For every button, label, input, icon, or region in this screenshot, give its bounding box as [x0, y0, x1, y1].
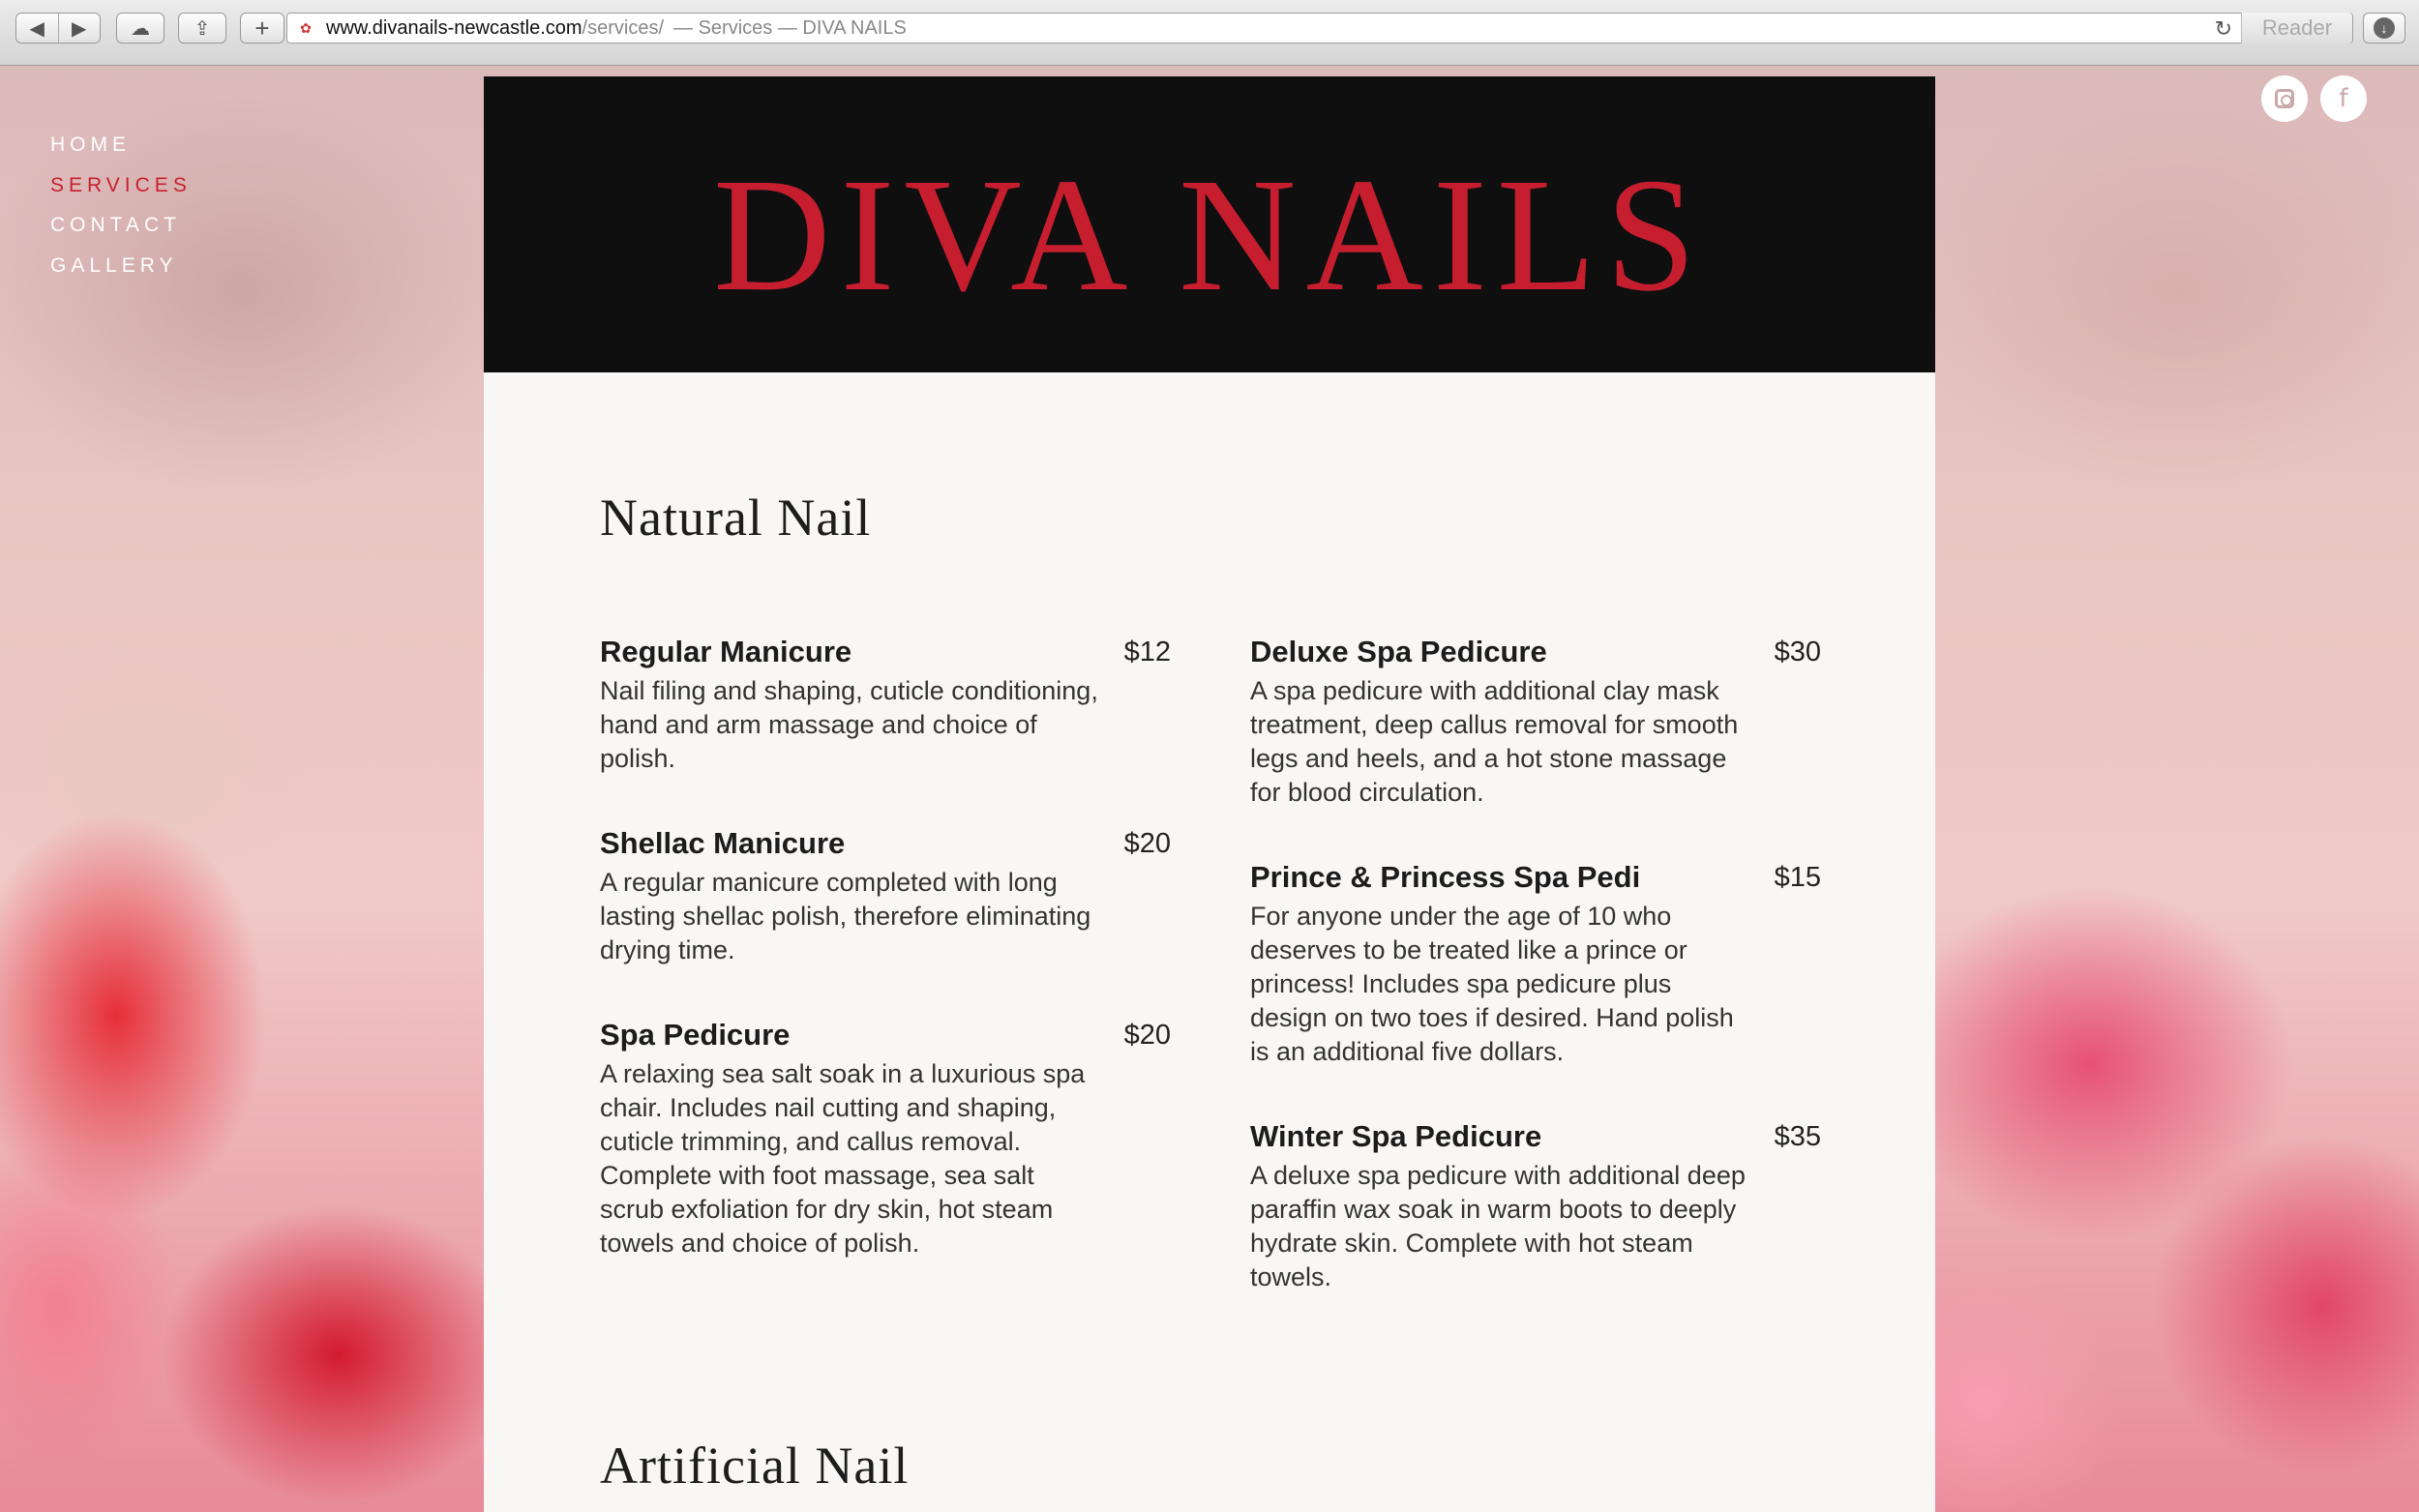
service-price: $35 — [1774, 1121, 1821, 1152]
service-name: Deluxe Spa Pedicure — [1250, 635, 1547, 668]
instagram-icon — [2275, 89, 2294, 108]
services-column-left — [600, 633, 1171, 1260]
service-price: $20 — [1123, 828, 1171, 859]
service-name: Spa Pedicure — [600, 1018, 791, 1052]
service-item — [1250, 633, 1821, 810]
site-logo[interactable]: DIVA NAILS — [713, 144, 1706, 325]
nav-services[interactable]: SERVICES — [50, 173, 192, 196]
nav-home[interactable]: HOME — [50, 133, 131, 156]
service-name: Prince & Princess Spa Pedi — [1250, 860, 1641, 894]
service-price: $30 — [1774, 637, 1821, 667]
service-item — [600, 1016, 1171, 1260]
service-price: $20 — [1123, 1020, 1171, 1051]
service-description: A spa pedicure with additional clay mask treatment, deep callus removal for smooth legs and heels, and a hot stone massage for blood circulation. — [1250, 676, 1739, 807]
browser-toolbar — [0, 0, 2419, 66]
service-item — [600, 824, 1171, 967]
service-name: Shellac Manicure — [600, 826, 846, 860]
reader-button[interactable]: Reader — [2241, 13, 2352, 44]
nav-gallery[interactable]: GALLERY — [50, 253, 178, 277]
service-price: $15 — [1774, 862, 1821, 893]
nav-contact[interactable]: CONTACT — [50, 214, 181, 236]
plus-icon: + — [254, 13, 270, 43]
nav-buttons — [15, 13, 101, 44]
services-column-right — [1250, 633, 1821, 1294]
section-title-artificial-nail: Artificial Nail — [600, 1437, 910, 1495]
address-bar[interactable] — [286, 13, 2353, 44]
instagram-link[interactable] — [2261, 75, 2308, 122]
cloud-icon: ☁ — [131, 17, 150, 40]
icloud-tabs-button[interactable] — [116, 13, 164, 44]
service-price: $12 — [1123, 637, 1171, 667]
service-description: A relaxing sea salt soak in a luxurious spa chair. Includes nail cutting and shaping, cuticle trimming, and callus removal. Complete with foot massage, sea salt scrub exfoliation for dry skin, hot steam towels and choice of polish. — [600, 1059, 1086, 1258]
service-item — [600, 633, 1171, 776]
downloads-button[interactable] — [2363, 13, 2405, 44]
facebook-icon: f — [2339, 84, 2348, 113]
url-domain: www.divanails-newcastle.com — [326, 16, 582, 39]
masthead — [484, 76, 1935, 372]
service-description: A regular manicure completed with long lasting shellac polish, therefore eliminating drying time. — [600, 868, 1091, 964]
page-title: — Services — DIVA NAILS — [673, 16, 907, 39]
service-item — [1250, 858, 1821, 1069]
section-title-natural-nail: Natural Nail — [600, 489, 872, 547]
download-icon: ↓ — [2374, 17, 2395, 39]
forward-icon[interactable]: ▶ — [58, 14, 101, 43]
service-description: Nail filing and shaping, cuticle conditioning, hand and arm massage and choice of polish. — [600, 676, 1098, 773]
share-icon: ⇪ — [194, 17, 211, 40]
facebook-link[interactable] — [2320, 75, 2367, 122]
service-description: A deluxe spa pedicure with additional deep paraffin wax soak in warm boots to deeply hydrate skin. Complete with hot steam towels. — [1250, 1161, 1746, 1291]
add-bookmark-button[interactable] — [240, 13, 284, 44]
content-card — [484, 76, 1935, 1512]
site-favicon-icon: ✿ — [300, 19, 312, 36]
service-name: Regular Manicure — [600, 635, 852, 668]
back-icon[interactable]: ◀ — [29, 17, 45, 40]
service-item — [1250, 1117, 1821, 1294]
share-button[interactable] — [178, 13, 226, 44]
url-path: /services/ — [582, 16, 665, 39]
reload-icon[interactable]: ↻ — [2214, 16, 2232, 41]
service-name: Winter Spa Pedicure — [1250, 1119, 1542, 1153]
service-description: For anyone under the age of 10 who deserves to be treated like a prince or princess! Includes spa pedicure plus design on two toes if desired. Hand polish is an additional five dollars. — [1250, 902, 1734, 1066]
site-nav — [50, 129, 192, 289]
